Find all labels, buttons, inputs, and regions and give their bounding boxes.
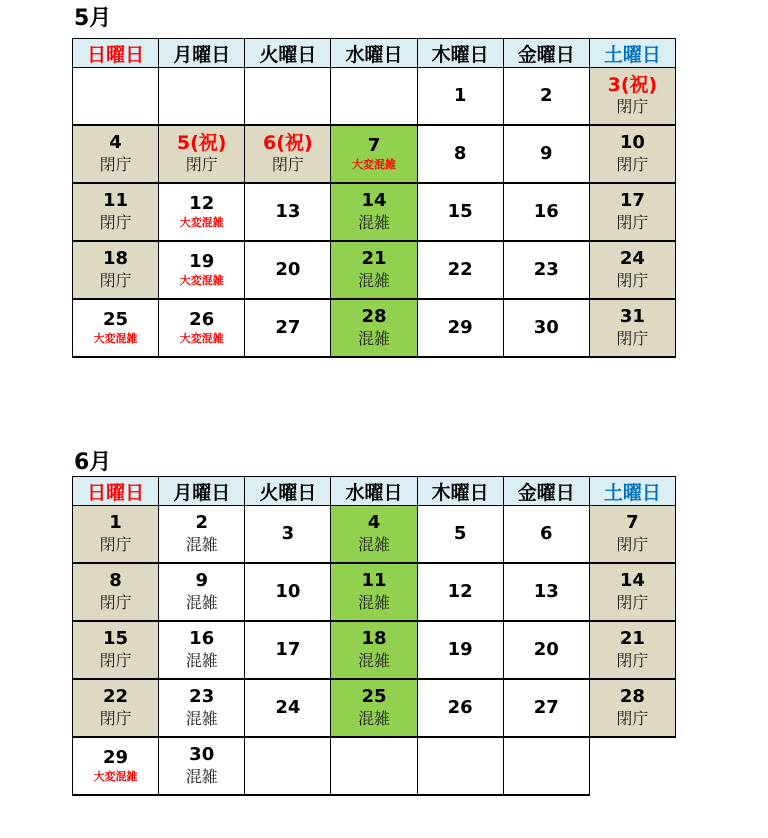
week-row (73, 679, 676, 737)
day-number: 28 (619, 686, 645, 707)
day-cell (159, 68, 245, 126)
day-number: 14 (361, 190, 387, 211)
day-number: 24 (619, 248, 645, 269)
day-number: 24 (275, 697, 301, 718)
day-cell (417, 68, 503, 126)
day-cell (589, 183, 675, 241)
weekday-sunday: 日曜日 (73, 39, 159, 68)
day-number: 5 (453, 523, 467, 544)
day-cell (73, 68, 159, 126)
day-number: 10 (275, 581, 301, 602)
day-number: 27 (533, 697, 559, 718)
closed-label: 閉庁 (616, 155, 649, 174)
day-cell (331, 299, 417, 357)
day-cell (73, 737, 159, 795)
day-number: 11 (361, 570, 387, 591)
week-row (73, 563, 676, 621)
day-cell (245, 241, 331, 299)
closed-label: 閉庁 (616, 593, 649, 612)
day-number: 13 (533, 581, 559, 602)
day-cell (159, 299, 245, 357)
closed-label: 閉庁 (616, 213, 649, 232)
day-number: 20 (275, 259, 301, 280)
closed-label: 閉庁 (99, 155, 132, 174)
day-cell (159, 241, 245, 299)
closed-label: 閉庁 (99, 593, 132, 612)
closed-label: 閉庁 (616, 271, 649, 290)
closed-label: 閉庁 (616, 97, 649, 116)
day-number: 23 (189, 686, 215, 707)
weekday-friday: 金曜日 (503, 477, 589, 506)
closed-label: 閉庁 (616, 651, 649, 670)
day-number: 8 (109, 570, 122, 591)
day-cell (245, 125, 331, 183)
day-cell (159, 125, 245, 183)
day-cell (245, 679, 331, 737)
day-number: 19 (189, 251, 215, 272)
day-cell (245, 68, 331, 126)
busy-label: 混雑 (185, 535, 218, 554)
day-number: 22 (447, 259, 473, 280)
weekday-wednesday: 水曜日 (331, 477, 417, 506)
very-busy-label: 大変混雑 (93, 332, 138, 345)
day-cell (245, 299, 331, 357)
day-cell (245, 563, 331, 621)
day-number: 25 (103, 309, 129, 330)
day-number: 6(祝) (263, 132, 313, 154)
day-cell (159, 506, 245, 564)
day-cell (503, 299, 589, 357)
closed-label: 閉庁 (185, 155, 218, 174)
day-number: 3 (281, 523, 295, 544)
busy-label: 混雑 (185, 651, 218, 670)
day-cell (503, 241, 589, 299)
day-number: 23 (533, 259, 559, 280)
day-number: 14 (619, 570, 645, 591)
busy-label: 混雑 (357, 213, 390, 232)
day-number: 26 (189, 309, 215, 330)
day-cell (417, 299, 503, 357)
day-cell (331, 125, 417, 183)
week-row (73, 506, 676, 564)
closed-label: 閉庁 (616, 709, 649, 728)
weekday-monday: 月曜日 (159, 39, 245, 68)
day-cell (245, 621, 331, 679)
day-cell (417, 183, 503, 241)
day-cell (589, 563, 675, 621)
weekday-thursday: 木曜日 (417, 477, 503, 506)
day-cell (331, 241, 417, 299)
week-row (73, 68, 676, 126)
day-number: 1 (453, 85, 467, 106)
may-weekday-header (73, 39, 676, 68)
day-cell (503, 183, 589, 241)
day-cell (503, 506, 589, 564)
weekday-monday: 月曜日 (159, 477, 245, 506)
day-number: 28 (361, 306, 387, 327)
day-cell (417, 679, 503, 737)
day-cell (417, 621, 503, 679)
may-title: 5月 (74, 6, 112, 31)
day-cell (73, 679, 159, 737)
day-number: 2 (195, 512, 208, 533)
day-cell (589, 125, 675, 183)
day-number: 19 (447, 639, 473, 660)
week-row (73, 183, 676, 241)
busy-label: 混雑 (357, 593, 390, 612)
day-cell (589, 621, 675, 679)
closed-label: 閉庁 (99, 709, 132, 728)
day-number: 17 (275, 639, 301, 660)
day-number: 15 (103, 628, 129, 649)
day-number: 30 (533, 317, 559, 338)
day-number: 9 (195, 570, 208, 591)
day-cell (331, 737, 417, 795)
busy-label: 混雑 (185, 593, 218, 612)
weekday-sunday: 日曜日 (73, 477, 159, 506)
june-weekday-header (73, 477, 676, 506)
day-cell (73, 506, 159, 564)
weekday-thursday: 木曜日 (417, 39, 503, 68)
day-cell (73, 241, 159, 299)
day-cell (417, 563, 503, 621)
day-number: 8 (453, 143, 467, 164)
day-cell (417, 241, 503, 299)
day-number: 27 (275, 317, 301, 338)
day-cell (503, 68, 589, 126)
day-number: 7 (367, 135, 381, 156)
day-number: 18 (361, 628, 387, 649)
busy-label: 混雑 (185, 767, 218, 786)
day-number: 1 (109, 512, 122, 533)
day-number: 4 (109, 132, 122, 153)
day-cell (159, 621, 245, 679)
closed-label: 閉庁 (99, 535, 132, 554)
day-number: 16 (533, 201, 559, 222)
day-cell (159, 679, 245, 737)
day-cell (159, 737, 245, 795)
busy-label: 混雑 (357, 271, 390, 290)
day-number: 20 (533, 639, 559, 660)
day-number: 17 (619, 190, 645, 211)
week-row (73, 241, 676, 299)
day-cell (331, 183, 417, 241)
day-number: 16 (189, 628, 215, 649)
closed-label: 閉庁 (616, 535, 649, 554)
day-number: 21 (619, 628, 645, 649)
june-calendar (72, 476, 676, 796)
day-cell (503, 679, 589, 737)
day-cell (73, 299, 159, 357)
day-number: 30 (189, 744, 215, 765)
may-calendar (72, 38, 676, 358)
closed-label: 閉庁 (99, 271, 132, 290)
busy-label: 混雑 (357, 535, 390, 554)
closed-label: 閉庁 (271, 155, 304, 174)
day-number: 22 (103, 686, 129, 707)
day-cell (589, 737, 675, 795)
day-cell (503, 621, 589, 679)
day-cell (589, 679, 675, 737)
very-busy-label: 大変混雑 (93, 770, 138, 783)
day-number: 6 (540, 523, 553, 544)
day-cell (73, 125, 159, 183)
day-cell (503, 737, 589, 795)
day-number: 18 (103, 248, 129, 269)
day-number: 25 (361, 686, 387, 707)
day-cell (245, 506, 331, 564)
very-busy-label: 大変混雑 (179, 332, 224, 345)
busy-label: 混雑 (357, 709, 390, 728)
closed-label: 閉庁 (616, 329, 649, 348)
day-cell (417, 125, 503, 183)
weekday-wednesday: 水曜日 (331, 39, 417, 68)
day-number: 12 (447, 581, 473, 602)
very-busy-label: 大変混雑 (351, 158, 396, 171)
day-cell (331, 563, 417, 621)
busy-label: 混雑 (357, 329, 390, 348)
day-number: 4 (367, 512, 381, 533)
busy-label: 混雑 (185, 709, 218, 728)
day-cell (245, 183, 331, 241)
day-number: 21 (361, 248, 387, 269)
weekday-tuesday: 火曜日 (245, 477, 331, 506)
day-number: 5(祝) (176, 132, 227, 154)
day-cell (159, 183, 245, 241)
day-cell (589, 68, 675, 126)
weekday-saturday: 土曜日 (589, 39, 675, 68)
weekday-friday: 金曜日 (503, 39, 589, 68)
day-number: 13 (275, 201, 301, 222)
week-row (73, 621, 676, 679)
day-number: 3(祝) (607, 74, 658, 96)
day-cell (331, 68, 417, 126)
day-cell (589, 299, 675, 357)
day-number: 10 (619, 132, 645, 153)
day-number: 2 (540, 85, 553, 106)
day-number: 12 (189, 193, 215, 214)
day-number: 15 (447, 201, 473, 222)
day-cell (503, 125, 589, 183)
closed-label: 閉庁 (99, 651, 132, 670)
day-cell (331, 621, 417, 679)
june-title: 6月 (74, 450, 112, 475)
very-busy-label: 大変混雑 (179, 216, 224, 229)
weekday-tuesday: 火曜日 (245, 39, 331, 68)
day-cell (159, 563, 245, 621)
day-cell (73, 621, 159, 679)
day-number: 29 (103, 747, 129, 768)
day-number: 29 (447, 317, 473, 338)
day-number: 31 (619, 306, 645, 327)
day-number: 11 (103, 190, 129, 211)
day-cell (417, 506, 503, 564)
day-cell (417, 737, 503, 795)
week-row (73, 737, 676, 795)
week-row (73, 125, 676, 183)
day-number: 26 (447, 697, 473, 718)
day-number: 7 (626, 512, 639, 533)
day-cell (589, 241, 675, 299)
day-cell (331, 506, 417, 564)
day-cell (73, 563, 159, 621)
day-cell (589, 506, 675, 564)
day-cell (73, 183, 159, 241)
day-cell (245, 737, 331, 795)
closed-label: 閉庁 (99, 213, 132, 232)
day-cell (331, 679, 417, 737)
very-busy-label: 大変混雑 (179, 274, 224, 287)
busy-label: 混雑 (357, 651, 390, 670)
weekday-saturday: 土曜日 (589, 477, 675, 506)
day-cell (503, 563, 589, 621)
day-number: 9 (540, 143, 553, 164)
week-row (73, 299, 676, 357)
